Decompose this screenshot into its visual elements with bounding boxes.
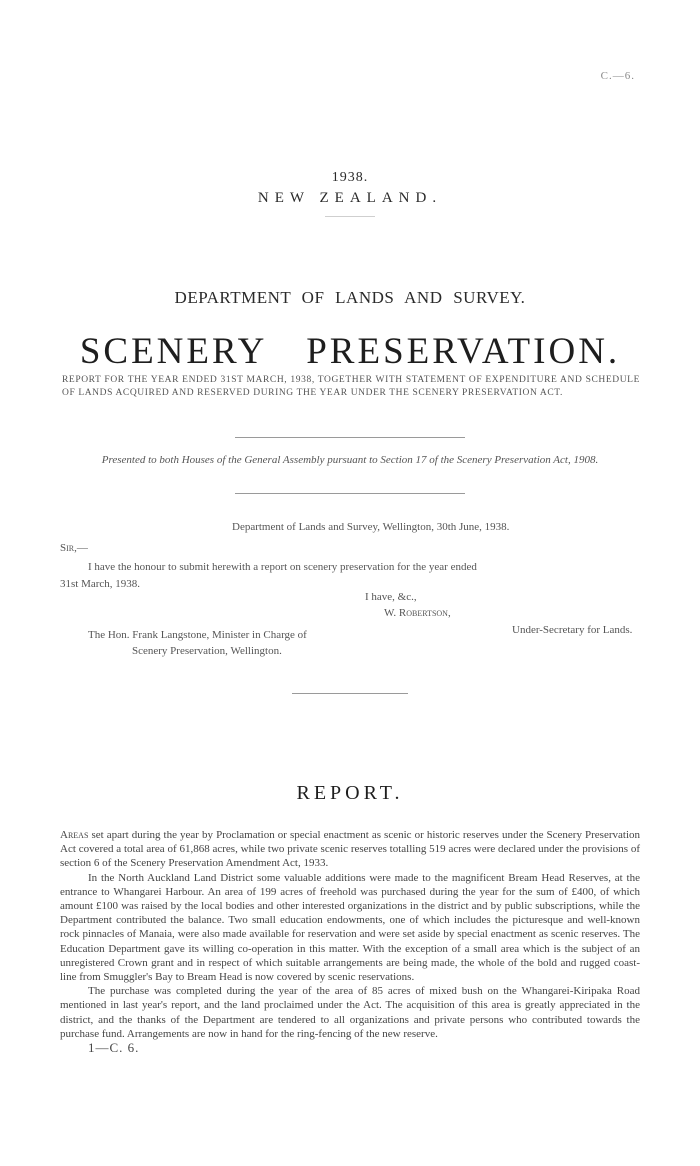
paragraph-text: set apart during the year by Proclamation or special enactment as scenic or historic reserves under the Scenery Preservation Act covered a total area of 61,868 acres, while two private scenic reserves totalling 519 acres were declared under the provisions of section 6 of the Scenery Preservation Amendment Act, 1933. <box>60 829 641 870</box>
letter-signatory-title: Under-Secretary for Lands. <box>512 624 633 636</box>
report-subtitle: REPORT FOR THE YEAR ENDED 31ST MARCH, 1938, TOGETHER WITH STATEMENT OF EXPENDITURE AND SCHEDULE OF LANDS ACQUIRED AND RESERVED DURING THE YEAR UNDER THE SCENERY PRESERVATION ACT. <box>62 375 640 398</box>
document-year: 1938. <box>331 170 369 185</box>
report-heading: REPORT. <box>296 782 404 804</box>
letter-closing: I have, &c., <box>365 591 417 603</box>
letter-body-line: I have the honour to submit herewith a report on scenery preservation for the year ended <box>88 561 477 573</box>
report-paragraph: In the North Auckland Land District some valuable additions were made to the magnificent Bream Head Reserves, at the entrance to Whangarei Harbour. An area of 199 acres of freehold was purchased during the year for the sum of £400, of which amount £100 was raised by the local bodies and other interested organizations in the district and by public subscriptions, while the Department contributed the balance. Two small education endowments, one of which includes the picturesque and well-known rock pinnacles of Manaia, were also made available for reservation and were set aside by special enactment as scenic reserves. The Education Department gave its willing co-operation in this matter. With the exception of a small area which is the subject of an unregistered Crown grant and in respect of which suitable arrangements are being made, the whole of the bold and rugged coast-line from Smuggler's Bay to Bream Head is now covered by scenic reservations. <box>60 871 640 984</box>
page-footer: 1—C. 6. <box>88 1040 140 1055</box>
presentation-note: Presented to both Houses of the General Assembly pursuant to Section 17 of the Scenery Preservation Act, 1908. <box>101 454 599 466</box>
country-heading: NEW ZEALAND. <box>257 190 443 206</box>
report-body <box>60 828 640 1041</box>
letter-salutation: Sir,— <box>60 542 88 554</box>
page-reference: C.—6. <box>600 70 635 82</box>
divider <box>235 437 465 438</box>
report-paragraph <box>60 828 640 871</box>
letter-signatory: W. Robertson, <box>384 607 451 619</box>
letter-dateline: Department of Lands and Survey, Wellington, 30th June, 1938. <box>232 521 510 533</box>
letter-addressee: Scenery Preservation, Wellington. <box>132 645 282 657</box>
department-heading: DEPARTMENT OF LANDS AND SURVEY. <box>174 288 526 307</box>
page-title: SCENERY PRESERVATION. <box>79 331 621 372</box>
report-paragraph: The purchase was completed during the year of the area of 85 acres of mixed bush on the Whangarei-Kiripaka Road mentioned in last year's report, and the land proclaimed under the Act. The acquisition of this area is greatly appreciated in the district, and the thanks of the Department are tendered to all organizations and private persons who contributed towards the purchase fund. Arrangements are now in hand for the ring-fencing of the new reserve. <box>60 985 640 1040</box>
divider <box>235 493 465 494</box>
divider-short <box>325 216 375 217</box>
lead-word: Areas <box>60 829 89 841</box>
divider <box>292 693 408 694</box>
letter-body-line: 31st March, 1938. <box>60 578 141 590</box>
letter-addressee: The Hon. Frank Langstone, Minister in Charge of <box>88 629 307 641</box>
